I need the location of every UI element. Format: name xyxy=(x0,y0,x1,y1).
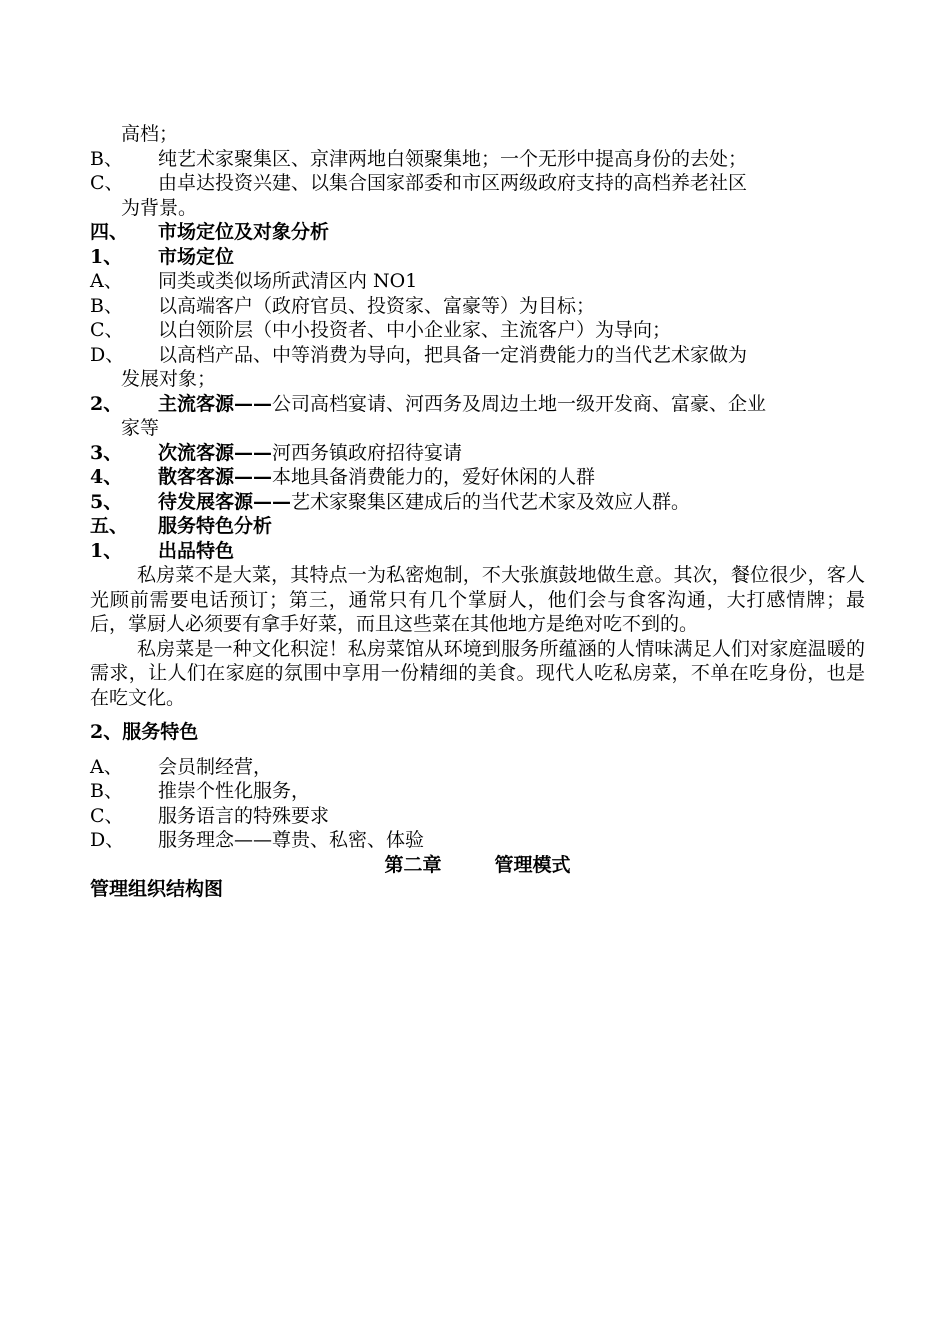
subsection-heading-1 xyxy=(90,245,865,270)
list-marker: D、 xyxy=(90,829,125,851)
source-label: 主流客源—— xyxy=(158,392,273,415)
list-marker: 3、 xyxy=(90,441,123,464)
section-heading-4 xyxy=(90,220,865,245)
source-text: 河西务镇政府招待宴请 xyxy=(272,441,463,464)
source-text: 本地具备消费能力的，爱好休闲的人群 xyxy=(272,466,596,488)
list-item-d xyxy=(90,343,865,368)
list-marker: B、 xyxy=(90,294,123,317)
section-heading-5 xyxy=(90,514,865,539)
list-item-a xyxy=(90,269,865,294)
subsection-title: 2、服务特色 xyxy=(90,721,199,743)
continuation-line xyxy=(90,196,865,221)
source-text: 艺术家聚集区建成后的当代艺术家及效应人群。 xyxy=(291,490,691,513)
list-item-d xyxy=(90,828,865,853)
list-marker: 4、 xyxy=(90,466,123,488)
document-page xyxy=(90,122,865,902)
list-item-c xyxy=(90,804,865,829)
list-text: 以高端客户（政府官员、投资家、富豪等）为目标； xyxy=(158,294,596,317)
list-marker: C、 xyxy=(90,319,124,341)
source-item-5 xyxy=(90,490,865,515)
subsection-title: 出品特色 xyxy=(158,539,235,562)
section-title: 市场定位及对象分析 xyxy=(158,221,330,243)
list-text: 服务语言的特殊要求 xyxy=(158,804,330,827)
source-label: 散客客源—— xyxy=(158,466,273,488)
org-chart-heading xyxy=(90,877,865,902)
source-text: 公司高档宴请、河西务及周边土地一级开发商、富豪、企业 xyxy=(272,392,767,415)
list-text: 由卓达投资兴建、以集合国家部委和市区两级政府支持的高档养老社区 xyxy=(158,172,748,194)
line-text: 为背景。 xyxy=(121,196,198,219)
subsection-marker: 1、 xyxy=(90,539,123,562)
heading-text: 管理组织结构图 xyxy=(90,878,224,900)
list-marker: 2、 xyxy=(90,392,123,415)
list-item-b xyxy=(90,779,865,804)
paragraph: 私房菜不是大菜，其特点一为私密炮制，不大张旗鼓地做生意。其次，餐位很少，客人光顾前需要电话预订；第三，通常只有几个掌厨人，他们会与食客沟通，大打感情牌；最后，掌厨人必须要有拿手好菜，而且这些菜在其他地方是绝对吃不到的。 xyxy=(90,564,865,635)
line-text: 高档； xyxy=(121,123,179,145)
continuation-line xyxy=(90,122,865,147)
list-text: 纯艺术家聚集区、京津两地白领聚集地；一个无形中提高身份的去处； xyxy=(158,147,748,170)
list-text: 以高档产品、中等消费为导向，把具备一定消费能力的当代艺术家做为 xyxy=(158,343,748,366)
subsection-marker: 1、 xyxy=(90,245,123,268)
section-marker: 四、 xyxy=(90,221,129,243)
list-marker: A、 xyxy=(90,755,123,778)
continuation-line xyxy=(90,416,865,441)
list-marker: 5、 xyxy=(90,490,123,513)
line-text: 家等 xyxy=(121,417,160,439)
source-item-4 xyxy=(90,465,865,490)
source-label: 待发展客源—— xyxy=(158,490,292,513)
source-item-3 xyxy=(90,441,865,466)
chapter-title: 第二章 管理模式 xyxy=(384,853,571,876)
list-item-a xyxy=(90,755,865,780)
list-text: 会员制经营， xyxy=(158,755,273,778)
subsection-heading-2 xyxy=(90,720,865,745)
paragraph: 私房菜是一种文化积淀！私房菜馆从环境到服务所蕴涵的人情味满足人们对家庭温暖的需求，让人们在家庭的氛围中享用一份精细的美食。现代人吃私房菜，不单在吃身份，也是在吃文化。 xyxy=(90,637,865,709)
list-item-c xyxy=(90,318,865,343)
source-label: 次流客源—— xyxy=(158,441,273,464)
line-text: 发展对象； xyxy=(121,368,217,390)
list-item-c xyxy=(90,171,865,196)
list-marker: A、 xyxy=(90,270,123,292)
continuation-line xyxy=(90,367,865,392)
list-marker: C、 xyxy=(90,804,124,827)
list-marker: C、 xyxy=(90,172,124,194)
section-marker: 五、 xyxy=(90,515,129,537)
list-text: 同类或类似场所武清区内 NO1 xyxy=(158,270,418,292)
list-item-b xyxy=(90,294,865,319)
section-title: 服务特色分析 xyxy=(158,515,273,537)
list-item-b xyxy=(90,147,865,172)
list-text: 以白领阶层（中小投资者、中小企业家、主流客户）为导向； xyxy=(158,319,672,341)
list-marker: D、 xyxy=(90,343,125,366)
list-text: 推崇个性化服务， xyxy=(158,780,311,802)
list-text: 服务理念——尊贵、私密、体验 xyxy=(158,829,425,851)
list-marker: B、 xyxy=(90,780,123,802)
source-item-2 xyxy=(90,392,865,417)
subsection-title: 市场定位 xyxy=(158,245,235,268)
list-marker: B、 xyxy=(90,147,123,170)
subsection-heading-1 xyxy=(90,539,865,564)
